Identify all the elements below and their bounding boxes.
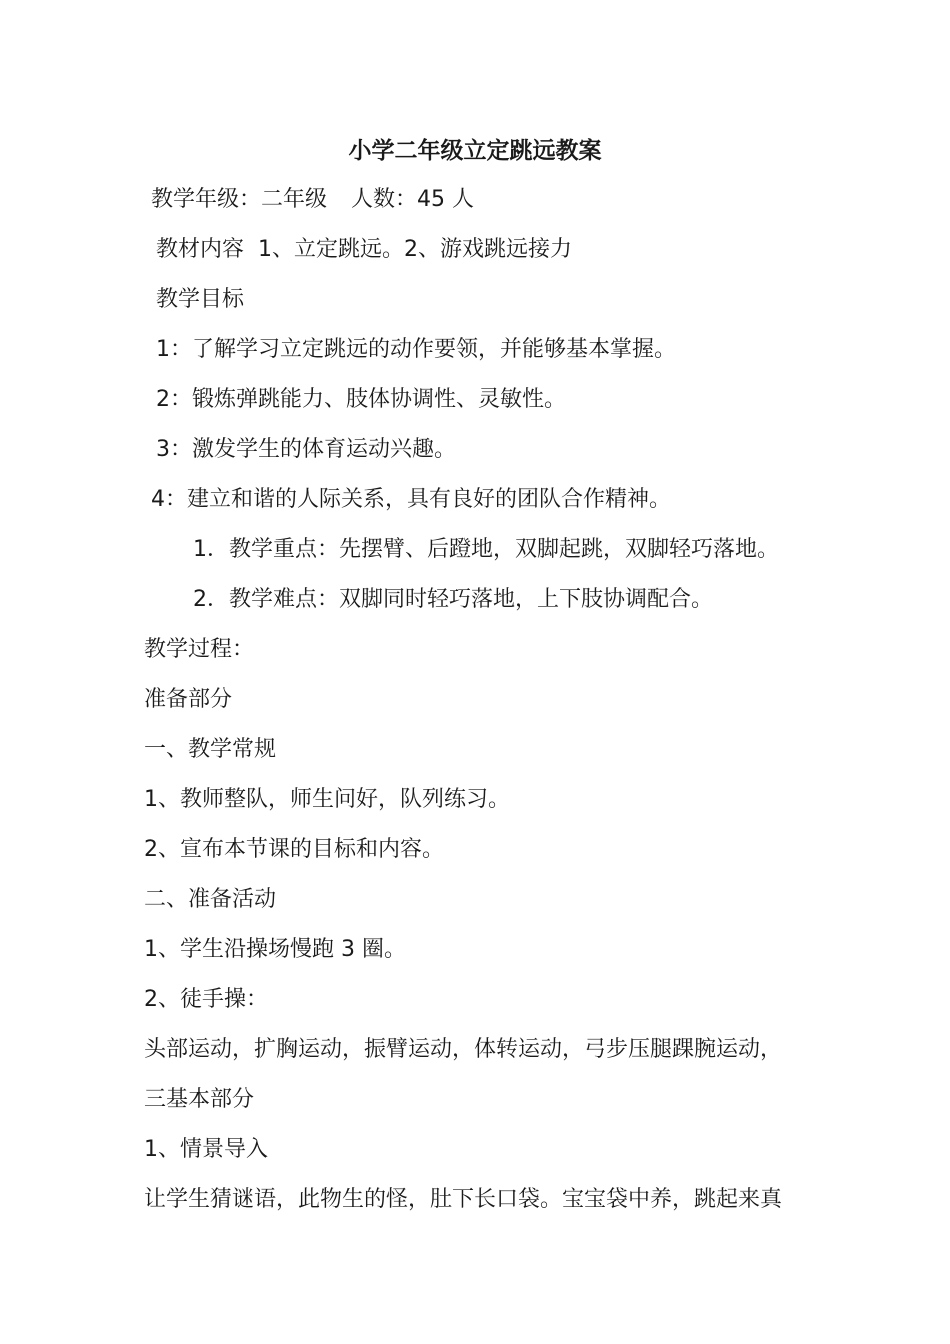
warmup-item: 1、学生沿操场慢跑 3 圈。 [144,937,406,962]
intro-heading: 1、情景导入 [144,1137,268,1162]
goal-item: 4：建立和谐的人际关系，具有良好的团队合作精神。 [151,487,671,512]
goal-item: 2：锻炼弹跳能力、肢体协调性、灵敏性。 [156,387,566,412]
basic-section-heading: 三基本部分 [144,1087,255,1112]
grade-label: 教学年级：二年级 [151,187,328,212]
content-value: 1、立定跳远。2、游戏跳远接力 [258,237,573,262]
goals-heading: 教学目标 [156,287,245,312]
routine-item: 2、宣布本节课的目标和内容。 [144,837,444,862]
routine-item: 1、教师整队，师生问好，队列练习。 [144,787,510,812]
content-label: 教材内容 [156,237,245,262]
warmup-item: 2、徒手操： [144,987,268,1012]
prep-section-heading: 准备部分 [144,687,233,712]
difficulty: 2．教学难点：双脚同时轻巧落地，上下肢协调配合。 [193,587,713,612]
riddle-text: 让学生猜谜语，此物生的怪，肚下长口袋。宝宝袋中养，跳起来真 [144,1187,783,1212]
content-line [156,233,572,267]
grade-and-count-line [151,183,474,217]
student-count: 人数：45 人 [351,187,475,212]
process-heading: 教学过程： [144,637,255,662]
document-title: 小学二年级立定跳远教案 [348,138,602,164]
routine-heading: 一、教学常规 [144,737,277,762]
goal-item: 3：激发学生的体育运动兴趣。 [156,437,456,462]
warmup-heading: 二、准备活动 [144,887,277,912]
exercise-list: 头部运动，扩胸运动，振臂运动，体转运动，弓步压腿踝腕运动， [144,1037,783,1062]
goal-item: 1：了解学习立定跳远的动作要领，并能够基本掌握。 [156,337,676,362]
key-point: 1．教学重点：先摆臂、后蹬地，双脚起跳，双脚轻巧落地。 [193,537,779,562]
